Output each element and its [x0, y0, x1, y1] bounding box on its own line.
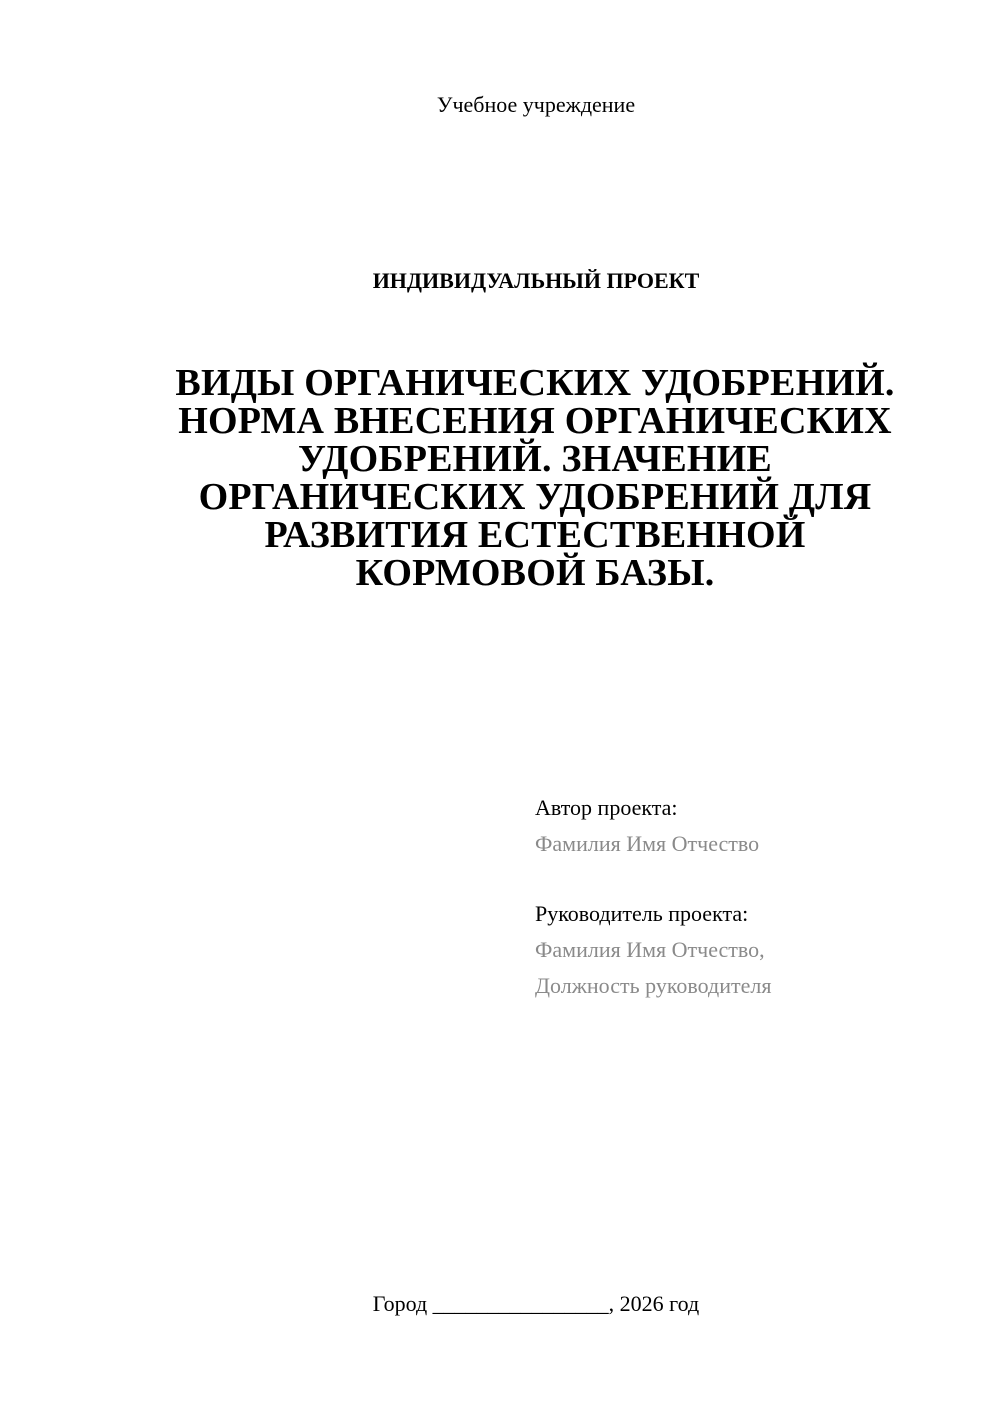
title-line: УДОБРЕНИЙ. ЗНАЧЕНИЕ	[298, 438, 772, 480]
institution-name: Учебное учреждение	[436, 92, 636, 117]
author-label: Автор проекта:	[535, 795, 678, 820]
title-line: ОРГАНИЧЕСКИХ УДОБРЕНИЙ ДЛЯ	[198, 476, 872, 518]
project-title	[150, 364, 920, 592]
author-name: Фамилия Имя Отчество	[535, 831, 760, 856]
supervisor-position: Должность руководителя	[535, 973, 772, 998]
city-label: Город	[372, 1291, 428, 1316]
project-type-heading: ИНДИВИДУАЛЬНЫЙ ПРОЕКТ	[372, 268, 700, 293]
supervisor-name: Фамилия Имя Отчество,	[535, 937, 765, 962]
year-text: , 2026 год	[608, 1291, 700, 1316]
title-line: РАЗВИТИЯ ЕСТЕСТВЕННОЙ	[264, 514, 806, 556]
title-line: ВИДЫ ОРГАНИЧЕСКИХ УДОБРЕНИЙ.	[175, 362, 895, 404]
title-line: НОРМА ВНЕСЕНИЯ ОРГАНИЧЕСКИХ	[178, 400, 892, 442]
city-year-line	[0, 1291, 1000, 1317]
city-blank: ________________	[432, 1291, 609, 1316]
supervisor-label: Руководитель проекта:	[535, 901, 749, 926]
title-line: КОРМОВОЙ БАЗЫ.	[355, 552, 715, 594]
project-info-block	[535, 790, 955, 1004]
